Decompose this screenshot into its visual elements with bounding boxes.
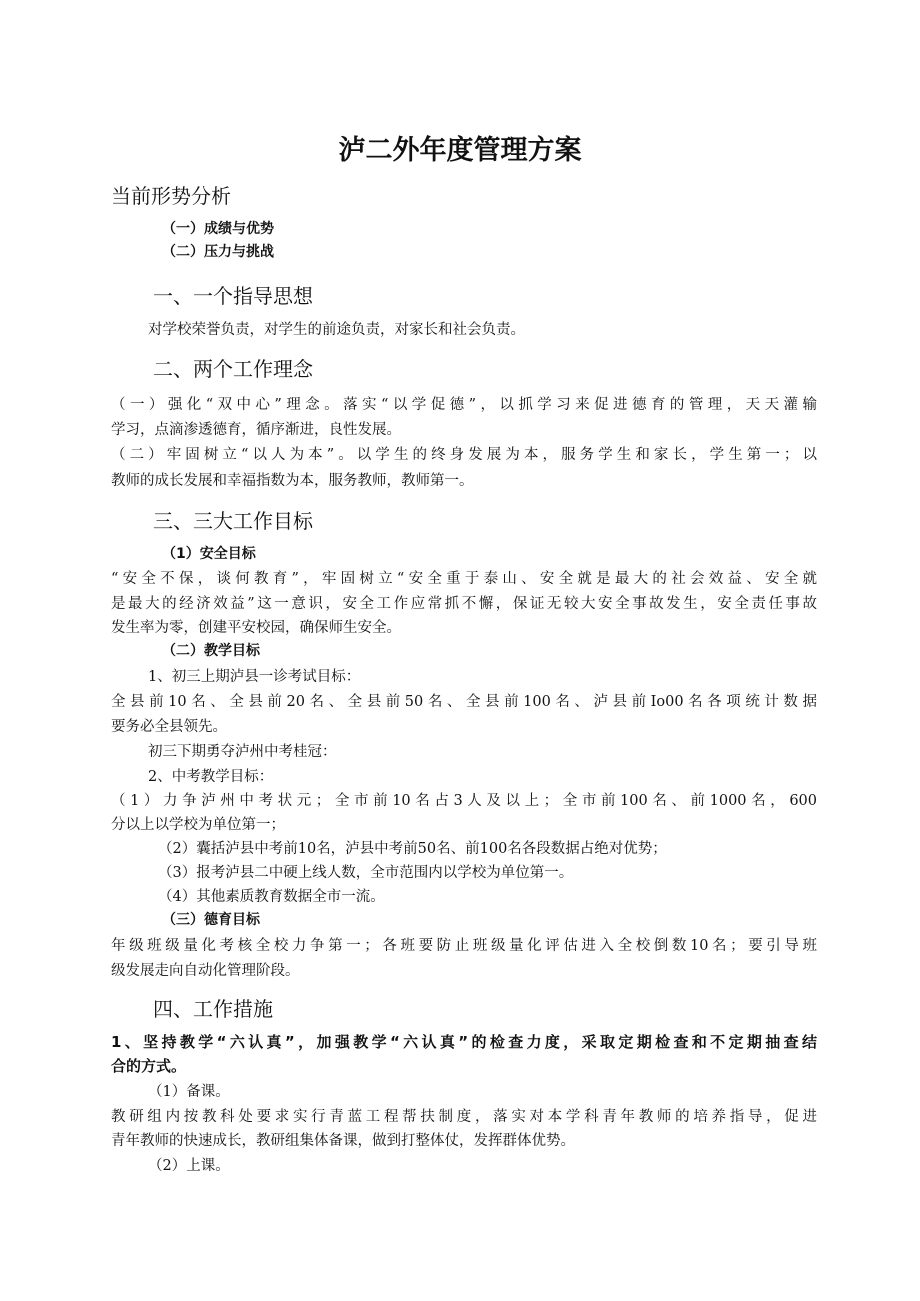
section-1-heading: 一、一个指导思想: [153, 284, 313, 308]
measure-lesson-heading: （2）上课。: [148, 1158, 230, 1174]
goal-teaching-sub1-line2: 分以上以学校为单位第一；: [111, 817, 285, 833]
goal-teaching-sub2: （2）囊括泸县中考前10名，泸县中考前50名、前100名各段数据占绝对优势；: [158, 841, 667, 857]
goal-teaching-item2: 2、中考教学目标：: [148, 769, 274, 785]
goal-teaching-heading: （二）教学目标: [162, 643, 260, 659]
goal-teaching-item1-line3: 初三下期勇夺泸州中考桂冠：: [148, 744, 337, 760]
goal-safety-heading: （1）安全目标: [162, 546, 256, 562]
situation-item-strengths: （一）成绩与优势: [162, 221, 274, 237]
goal-safety-line1: “安全不保，谈何教育”，牢固树立“安全重于泰山、安全就是最大的社会效益、安全就: [111, 571, 817, 587]
goal-safety-line3: 发生率为零，创建平安校园，确保师生安全。: [111, 620, 401, 636]
goal-safety-line2: 是最大的经济效益”这一意识，安全工作应常抓不懈，保证无较大安全事故发生，安全责任事故: [111, 596, 817, 612]
goal-teaching-sub3: （3）报考泸县二中硬上线人数，全市范围内以学校为单位第一。: [158, 865, 574, 881]
goal-moral-line2: 级发展走向自动化管理阶段。: [111, 963, 300, 979]
goal-teaching-item1: 1、初三上期泸县一诊考试目标：: [148, 669, 361, 685]
section-2-p1-line2: 学习，点滴渗透德育，循序渐进，良性发展。: [111, 422, 401, 438]
section-2-heading: 二、两个工作理念: [153, 357, 313, 381]
measure-prep-heading: （1）备课。: [148, 1084, 230, 1100]
section-2-p1-line1: （一）强化“双中心”理念。落实“以学促德”，以抓学习来促进德育的管理，天天灌输: [111, 397, 817, 413]
goal-teaching-sub1-line1: （1）力争泸州中考状元；全市前10名占3人及以上；全市前100名、前1000名，600: [111, 793, 817, 809]
section-3-heading: 三、三大工作目标: [153, 509, 313, 533]
measure-1-line1: 1、坚持教学“六认真”，加强教学“六认真”的检查力度，采取定期检查和不定期抽查结: [111, 1033, 817, 1051]
goal-teaching-sub4: （4）其他素质教育数据全市一流。: [158, 889, 385, 905]
goal-teaching-item1-line2: 要务必全县领先。: [111, 719, 227, 735]
section-2-p2-line2: 教师的成长发展和幸福指数为本，服务教师，教师第一。: [111, 473, 474, 489]
measure-prep-line1: 教研组内按教科处要求实行青蓝工程帮扶制度，落实对本学科青年教师的培养指导，促进: [111, 1109, 817, 1125]
goal-moral-heading: （三）德育目标: [162, 912, 260, 928]
measure-prep-line2: 青年教师的快速成长，教研组集体备课，做到打整体仗，发挥群体优势。: [111, 1133, 575, 1149]
goal-teaching-item1-line1: 全县前10名、全县前20名、全县前50名、全县前100名、泸县前Io00名各项统计数据: [111, 694, 817, 710]
measure-1-line2: 合的方式。: [111, 1057, 187, 1075]
section-2-p2-line1: （二）牢固树立“以人为本”。以学生的终身发展为本，服务学生和家长，学生第一；以: [111, 447, 817, 463]
goal-moral-line1: 年级班级量化考核全校力争第一；各班要防止班级量化评估进入全校倒数10名；要引导班: [111, 938, 817, 954]
page-title: 泸二外年度管理方案: [338, 135, 582, 166]
section-situation-heading: 当前形势分析: [111, 184, 231, 208]
section-1-paragraph: 对学校荣誉负责，对学生的前途负责，对家长和社会负责。: [148, 322, 525, 338]
situation-item-challenges: （二）压力与挑战: [162, 244, 274, 260]
section-4-heading: 四、工作措施: [153, 997, 273, 1021]
